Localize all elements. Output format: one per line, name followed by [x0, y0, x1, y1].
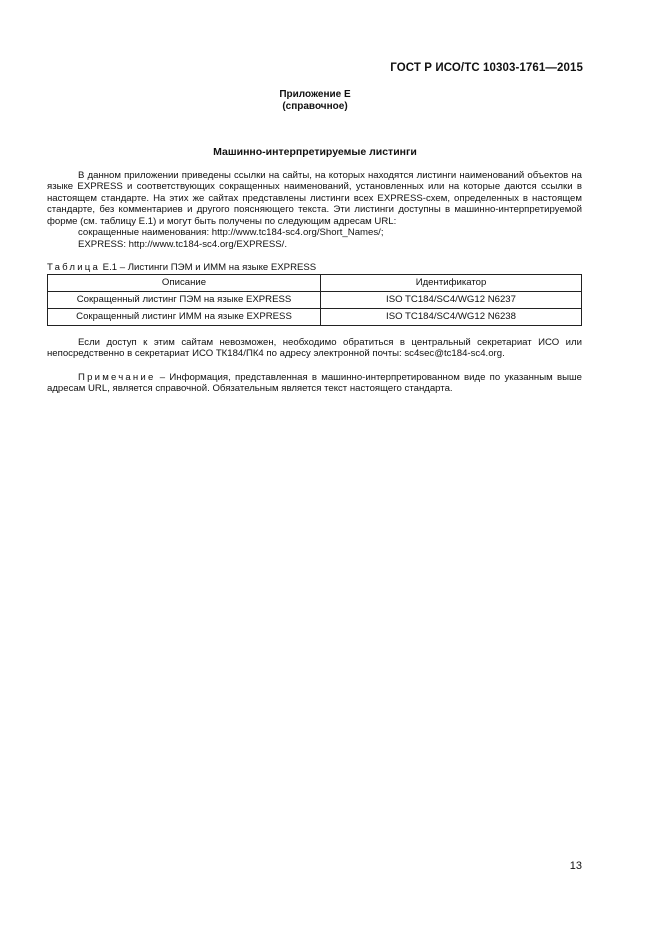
table-header-row: [48, 275, 582, 292]
table-cell-identifier: ISO TC184/SC4/WG12 N6237: [321, 292, 582, 309]
note-paragraph: [47, 372, 582, 395]
table-cell-identifier: ISO TC184/SC4/WG12 N6238: [321, 309, 582, 326]
document-id: ГОСТ Р ИСО/ТС 10303-1761—2015: [390, 62, 583, 74]
listings-table: [47, 274, 582, 326]
table-cell-description: Сокращенный листинг ПЭМ на языке EXPRESS: [48, 292, 321, 309]
page-number: 13: [569, 860, 582, 872]
table-caption: [47, 262, 316, 273]
table-caption-label: Таблица: [47, 262, 101, 273]
table-row: [48, 292, 582, 309]
annex-subtitle: (справочное): [282, 101, 348, 112]
table-row: [48, 309, 582, 326]
annex-title: Приложение Е: [279, 89, 351, 100]
contact-paragraph: Если доступ к этим сайтам невозможен, необходимо обратиться в центральный секретариат ИСО или непосредственно в секретариат ИСО ТК184/ПК4 по адресу электронной почты: sc4sec@tc184-sc4.org.: [47, 337, 582, 360]
note-label: Примечание: [78, 372, 156, 383]
table-caption-text: Е.1 – Листинги ПЭМ и ИММ на языке EXPRESS: [100, 262, 317, 273]
note-text: – Информация, представленная в машинно-интерпретированном виде по указанным выше адресам URL, является справочной. Обязательным является текст настоящего стандарта.: [47, 372, 582, 395]
column-header-identifier: Идентификатор: [321, 275, 582, 292]
table-cell-description: Сокращенный листинг ИММ на языке EXPRESS: [48, 309, 321, 326]
column-header-description: Описание: [48, 275, 321, 292]
intro-paragraph: В данном приложении приведены ссылки на сайты, на которых находятся листинги наименований объектов на языке EXPRESS и соответствующих сокращенных наименований, установленных или на которые даются ссылки в настоящем стандарте. На этих же сайтах представлены листинги всех EXPRESS-схем, определенных в настоящем стандарте, без комментариев и другого поясняющего текста. Эти листинги доступны в машинно-интерпретируемой форме (см. таблицу Е.1) и могут быть получены по следующим адресам URL:: [47, 170, 582, 227]
express-url-line: EXPRESS: http://www.tc184-sc4.org/EXPRESS/.: [78, 239, 288, 250]
short-names-url-line: сокращенные наименования: http://www.tc184-sc4.org/Short_Names/;: [78, 227, 384, 238]
section-title: Машинно-интерпретируемые листинги: [213, 146, 417, 158]
annex-heading: [0, 89, 630, 113]
